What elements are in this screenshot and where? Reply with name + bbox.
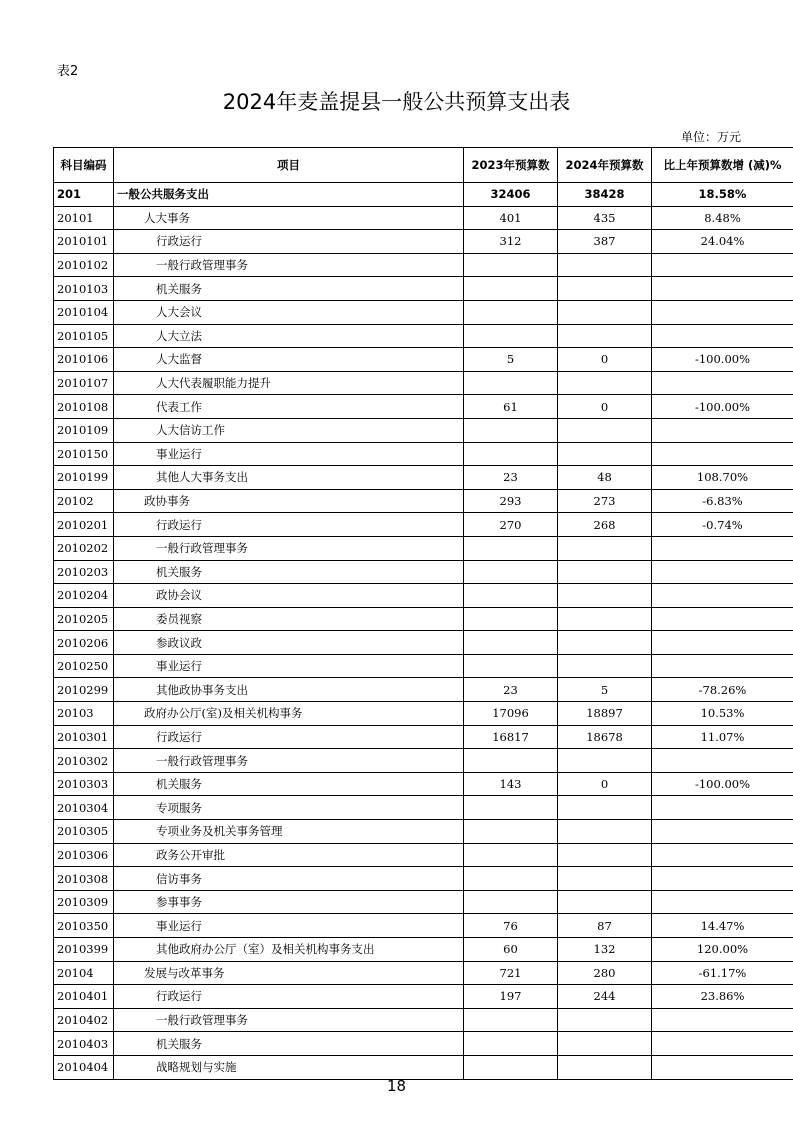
cell-2023: 60 (464, 938, 558, 962)
cell-change (652, 1032, 793, 1056)
table-row (54, 890, 793, 914)
cell-change (652, 324, 793, 348)
cell-code: 2010199 (54, 466, 114, 490)
cell-change: 120.00% (652, 938, 793, 962)
table-row (54, 206, 793, 230)
cell-2024 (558, 442, 652, 466)
cell-change: -100.00% (652, 395, 793, 419)
cell-2023 (464, 560, 558, 584)
cell-change (652, 867, 793, 891)
cell-code: 201 (54, 183, 114, 207)
cell-2024 (558, 867, 652, 891)
cell-code: 2010399 (54, 938, 114, 962)
cell-2024: 435 (558, 206, 652, 230)
cell-code: 2010204 (54, 584, 114, 608)
cell-2023 (464, 607, 558, 631)
cell-item: 人大会议 (114, 300, 464, 324)
cell-code: 20101 (54, 206, 114, 230)
cell-code: 2010107 (54, 371, 114, 395)
cell-2024 (558, 560, 652, 584)
cell-item: 政务公开审批 (114, 843, 464, 867)
cell-item: 其他政府办公厅（室）及相关机构事务支出 (114, 938, 464, 962)
header-item: 项目 (114, 148, 464, 183)
cell-code: 2010404 (54, 1055, 114, 1079)
cell-item: 一般行政管理事务 (114, 1008, 464, 1032)
table-row (54, 654, 793, 678)
cell-2023: 143 (464, 772, 558, 796)
cell-change (652, 300, 793, 324)
cell-2024: 268 (558, 513, 652, 537)
table-row (54, 772, 793, 796)
table-row (54, 466, 793, 490)
cell-change (652, 890, 793, 914)
cell-change: 8.48% (652, 206, 793, 230)
cell-2024: 0 (558, 395, 652, 419)
table-row (54, 938, 793, 962)
cell-item: 一般行政管理事务 (114, 536, 464, 560)
cell-item: 行政运行 (114, 513, 464, 537)
cell-2023: 61 (464, 395, 558, 419)
table-row (54, 749, 793, 773)
cell-item: 机关服务 (114, 1032, 464, 1056)
table-row (54, 560, 793, 584)
cell-2024 (558, 253, 652, 277)
cell-change (652, 607, 793, 631)
cell-2023 (464, 654, 558, 678)
cell-item: 人大事务 (114, 206, 464, 230)
cell-change (652, 820, 793, 844)
table-row (54, 513, 793, 537)
table-row (54, 395, 793, 419)
cell-change: 14.47% (652, 914, 793, 938)
cell-2023: 721 (464, 961, 558, 985)
cell-2023: 16817 (464, 725, 558, 749)
cell-2023: 5 (464, 348, 558, 372)
cell-2023 (464, 300, 558, 324)
cell-2023 (464, 749, 558, 773)
table-row (54, 725, 793, 749)
cell-change (652, 253, 793, 277)
table-header-row (54, 148, 793, 183)
cell-2024: 18897 (558, 702, 652, 726)
cell-change: 23.86% (652, 985, 793, 1009)
cell-code: 2010401 (54, 985, 114, 1009)
cell-item: 参政议政 (114, 631, 464, 655)
cell-2023 (464, 796, 558, 820)
cell-2023: 270 (464, 513, 558, 537)
cell-2023: 76 (464, 914, 558, 938)
cell-item: 人大代表履职能力提升 (114, 371, 464, 395)
cell-item: 一般行政管理事务 (114, 253, 464, 277)
cell-2024 (558, 300, 652, 324)
cell-item: 行政运行 (114, 725, 464, 749)
cell-2024: 244 (558, 985, 652, 1009)
table-row (54, 300, 793, 324)
cell-item: 专项服务 (114, 796, 464, 820)
cell-item: 人大立法 (114, 324, 464, 348)
cell-change (652, 584, 793, 608)
cell-change: -100.00% (652, 348, 793, 372)
cell-change: -78.26% (652, 678, 793, 702)
cell-item: 事业运行 (114, 654, 464, 678)
cell-2023: 293 (464, 489, 558, 513)
cell-2023 (464, 536, 558, 560)
cell-2024 (558, 843, 652, 867)
cell-2023 (464, 631, 558, 655)
cell-2023 (464, 1032, 558, 1056)
cell-item: 人大信访工作 (114, 418, 464, 442)
cell-2023: 17096 (464, 702, 558, 726)
table-row (54, 867, 793, 891)
cell-item: 机关服务 (114, 560, 464, 584)
cell-item: 行政运行 (114, 230, 464, 254)
cell-2024 (558, 1032, 652, 1056)
cell-2024: 5 (558, 678, 652, 702)
cell-item: 其他人大事务支出 (114, 466, 464, 490)
table-row (54, 1008, 793, 1032)
cell-2023 (464, 277, 558, 301)
cell-item: 其他政协事务支出 (114, 678, 464, 702)
cell-code: 2010309 (54, 890, 114, 914)
cell-2023: 197 (464, 985, 558, 1009)
table-row (54, 631, 793, 655)
cell-2024 (558, 820, 652, 844)
table-row (54, 584, 793, 608)
table-row (54, 442, 793, 466)
cell-code: 2010203 (54, 560, 114, 584)
cell-2024: 132 (558, 938, 652, 962)
cell-item: 一般行政管理事务 (114, 749, 464, 773)
cell-item: 政协会议 (114, 584, 464, 608)
table-row (54, 324, 793, 348)
cell-change: 24.04% (652, 230, 793, 254)
cell-change (652, 749, 793, 773)
cell-item: 行政运行 (114, 985, 464, 1009)
header-2023: 2023年预算数 (464, 148, 558, 183)
cell-2023 (464, 418, 558, 442)
cell-2024: 0 (558, 348, 652, 372)
cell-2024: 18678 (558, 725, 652, 749)
cell-2023: 312 (464, 230, 558, 254)
cell-2024 (558, 324, 652, 348)
cell-2023 (464, 584, 558, 608)
cell-code: 2010350 (54, 914, 114, 938)
cell-code: 2010108 (54, 395, 114, 419)
cell-2024 (558, 654, 652, 678)
cell-2023: 401 (464, 206, 558, 230)
cell-code: 2010206 (54, 631, 114, 655)
table-body (54, 183, 793, 1080)
cell-2023 (464, 253, 558, 277)
cell-change (652, 654, 793, 678)
table-row (54, 418, 793, 442)
table-row (54, 702, 793, 726)
page-number: 18 (386, 1077, 407, 1095)
cell-code: 2010109 (54, 418, 114, 442)
cell-item: 参事事务 (114, 890, 464, 914)
cell-code: 2010302 (54, 749, 114, 773)
cell-2024 (558, 890, 652, 914)
cell-2023: 23 (464, 678, 558, 702)
cell-item: 政府办公厅(室)及相关机构事务 (114, 702, 464, 726)
cell-item: 事业运行 (114, 442, 464, 466)
table-row (54, 277, 793, 301)
cell-change: 18.58% (652, 183, 793, 207)
cell-item: 人大监督 (114, 348, 464, 372)
cell-code: 2010303 (54, 772, 114, 796)
cell-change (652, 1008, 793, 1032)
cell-code: 2010306 (54, 843, 114, 867)
cell-item: 专项业务及机关事务管理 (114, 820, 464, 844)
cell-change (652, 418, 793, 442)
table-row (54, 961, 793, 985)
cell-change (652, 560, 793, 584)
table-row (54, 536, 793, 560)
header-2024: 2024年预算数 (558, 148, 652, 183)
cell-code: 2010105 (54, 324, 114, 348)
cell-code: 2010202 (54, 536, 114, 560)
table-row (54, 348, 793, 372)
page-title: 2024年麦盖提县一般公共预算支出表 (222, 90, 571, 114)
header-change: 比上年预算数增 (减)% (652, 148, 793, 183)
cell-2023 (464, 324, 558, 348)
cell-change: -6.83% (652, 489, 793, 513)
cell-2024 (558, 1008, 652, 1032)
cell-change: -61.17% (652, 961, 793, 985)
cell-change (652, 442, 793, 466)
cell-2024 (558, 1055, 652, 1079)
cell-2024: 273 (558, 489, 652, 513)
cell-change (652, 277, 793, 301)
cell-2023 (464, 867, 558, 891)
cell-item: 机关服务 (114, 277, 464, 301)
cell-2024 (558, 749, 652, 773)
table-row (54, 678, 793, 702)
cell-change: -0.74% (652, 513, 793, 537)
cell-2024 (558, 796, 652, 820)
table-row (54, 371, 793, 395)
cell-change: -100.00% (652, 772, 793, 796)
unit-label: 单位：万元 (680, 130, 741, 144)
cell-2024: 48 (558, 466, 652, 490)
cell-change (652, 536, 793, 560)
cell-item: 机关服务 (114, 772, 464, 796)
cell-2024 (558, 607, 652, 631)
table-row (54, 843, 793, 867)
cell-2023 (464, 1055, 558, 1079)
cell-item: 代表工作 (114, 395, 464, 419)
cell-change: 10.53% (652, 702, 793, 726)
cell-item: 一般公共服务支出 (114, 183, 464, 207)
cell-2023: 23 (464, 466, 558, 490)
cell-2024 (558, 584, 652, 608)
cell-code: 2010403 (54, 1032, 114, 1056)
cell-2023 (464, 843, 558, 867)
cell-2024 (558, 418, 652, 442)
cell-item: 委员视察 (114, 607, 464, 631)
cell-change: 108.70% (652, 466, 793, 490)
cell-item: 信访事务 (114, 867, 464, 891)
cell-code: 2010402 (54, 1008, 114, 1032)
cell-2024: 387 (558, 230, 652, 254)
table-row (54, 607, 793, 631)
cell-item: 发展与改革事务 (114, 961, 464, 985)
cell-change (652, 796, 793, 820)
header-code: 科目编码 (54, 148, 114, 183)
cell-2023 (464, 1008, 558, 1032)
table-row (54, 1032, 793, 1056)
cell-code: 2010308 (54, 867, 114, 891)
cell-code: 2010103 (54, 277, 114, 301)
table-row (54, 914, 793, 938)
budget-table (53, 147, 793, 1080)
table-row (54, 820, 793, 844)
table-row (54, 230, 793, 254)
cell-code: 2010102 (54, 253, 114, 277)
cell-code: 20104 (54, 961, 114, 985)
cell-change: 11.07% (652, 725, 793, 749)
cell-2024 (558, 277, 652, 301)
cell-code: 2010205 (54, 607, 114, 631)
cell-2023 (464, 442, 558, 466)
cell-item: 政协事务 (114, 489, 464, 513)
table-tag: 表2 (57, 64, 79, 79)
cell-code: 2010304 (54, 796, 114, 820)
cell-code: 2010305 (54, 820, 114, 844)
table-row (54, 253, 793, 277)
cell-2024: 280 (558, 961, 652, 985)
table-row (54, 489, 793, 513)
cell-code: 2010104 (54, 300, 114, 324)
cell-2023 (464, 820, 558, 844)
table-row (54, 985, 793, 1009)
table-row (54, 183, 793, 207)
cell-2024: 87 (558, 914, 652, 938)
cell-code: 2010299 (54, 678, 114, 702)
cell-change (652, 631, 793, 655)
cell-code: 2010101 (54, 230, 114, 254)
cell-2024: 38428 (558, 183, 652, 207)
cell-code: 2010250 (54, 654, 114, 678)
cell-2024: 0 (558, 772, 652, 796)
cell-2023 (464, 371, 558, 395)
cell-item: 事业运行 (114, 914, 464, 938)
table-row (54, 1055, 793, 1079)
cell-code: 2010150 (54, 442, 114, 466)
cell-change (652, 1055, 793, 1079)
cell-code: 20103 (54, 702, 114, 726)
table-row (54, 796, 793, 820)
cell-code: 2010106 (54, 348, 114, 372)
cell-2023 (464, 890, 558, 914)
cell-2024 (558, 371, 652, 395)
cell-code: 2010301 (54, 725, 114, 749)
cell-item: 战略规划与实施 (114, 1055, 464, 1079)
cell-2023: 32406 (464, 183, 558, 207)
cell-2024 (558, 631, 652, 655)
cell-change (652, 371, 793, 395)
cell-2024 (558, 536, 652, 560)
cell-code: 2010201 (54, 513, 114, 537)
cell-change (652, 843, 793, 867)
cell-code: 20102 (54, 489, 114, 513)
